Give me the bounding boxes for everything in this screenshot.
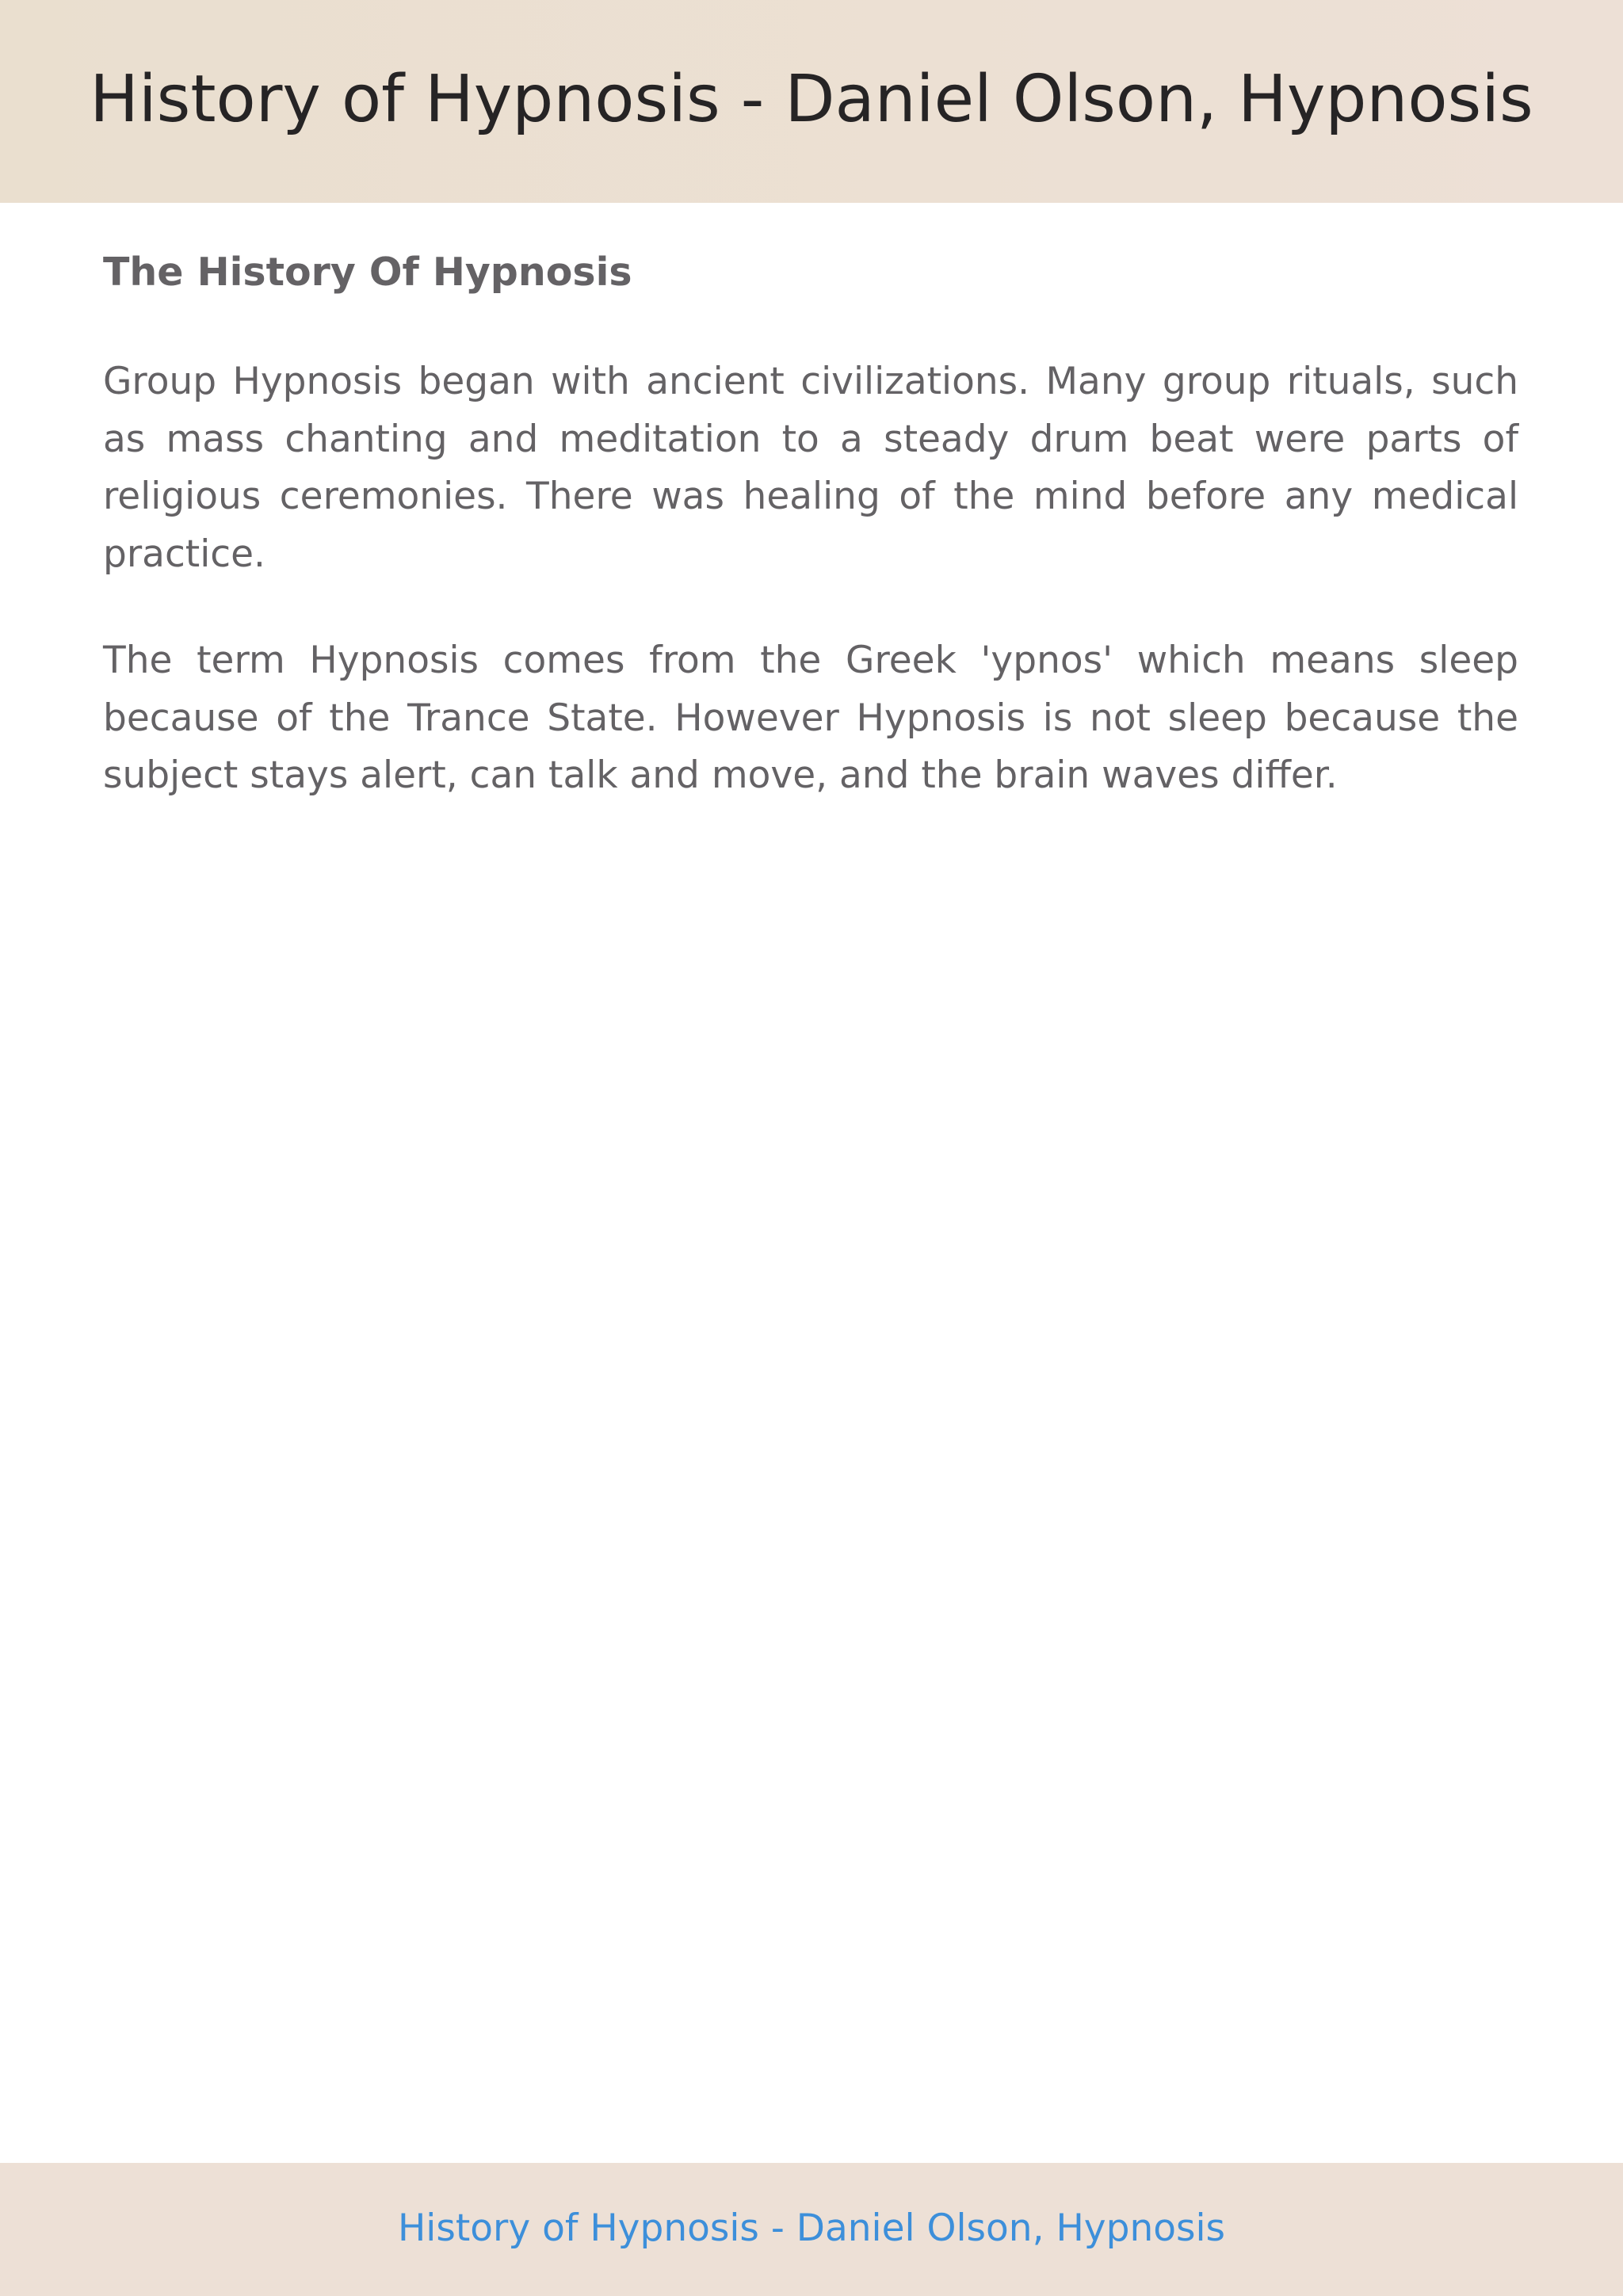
footer-link[interactable]: History of Hypnosis - Daniel Olson, Hypnosis: [397, 2206, 1226, 2250]
article-paragraph: Group Hypnosis began with ancient civilizations. Many group rituals, such as mass chanting and meditation to a steady drum beat were parts of religious ceremonies. There was healing of the mind before any medical practice.: [103, 360, 1518, 576]
page-header: [0, 0, 1623, 203]
article-paragraph: The term Hypnosis comes from the Greek 'ypnos' which means sleep because of the Trance State. However Hypnosis is not sleep because the subject stays alert, can talk and move, and the brain waves differ.: [103, 639, 1518, 797]
section-title: The History Of Hypnosis: [103, 250, 632, 295]
article-content: [103, 246, 1518, 805]
page-title: History of Hypnosis - Daniel Olson, Hypnosis: [90, 62, 1533, 137]
page-footer: [0, 2163, 1623, 2296]
